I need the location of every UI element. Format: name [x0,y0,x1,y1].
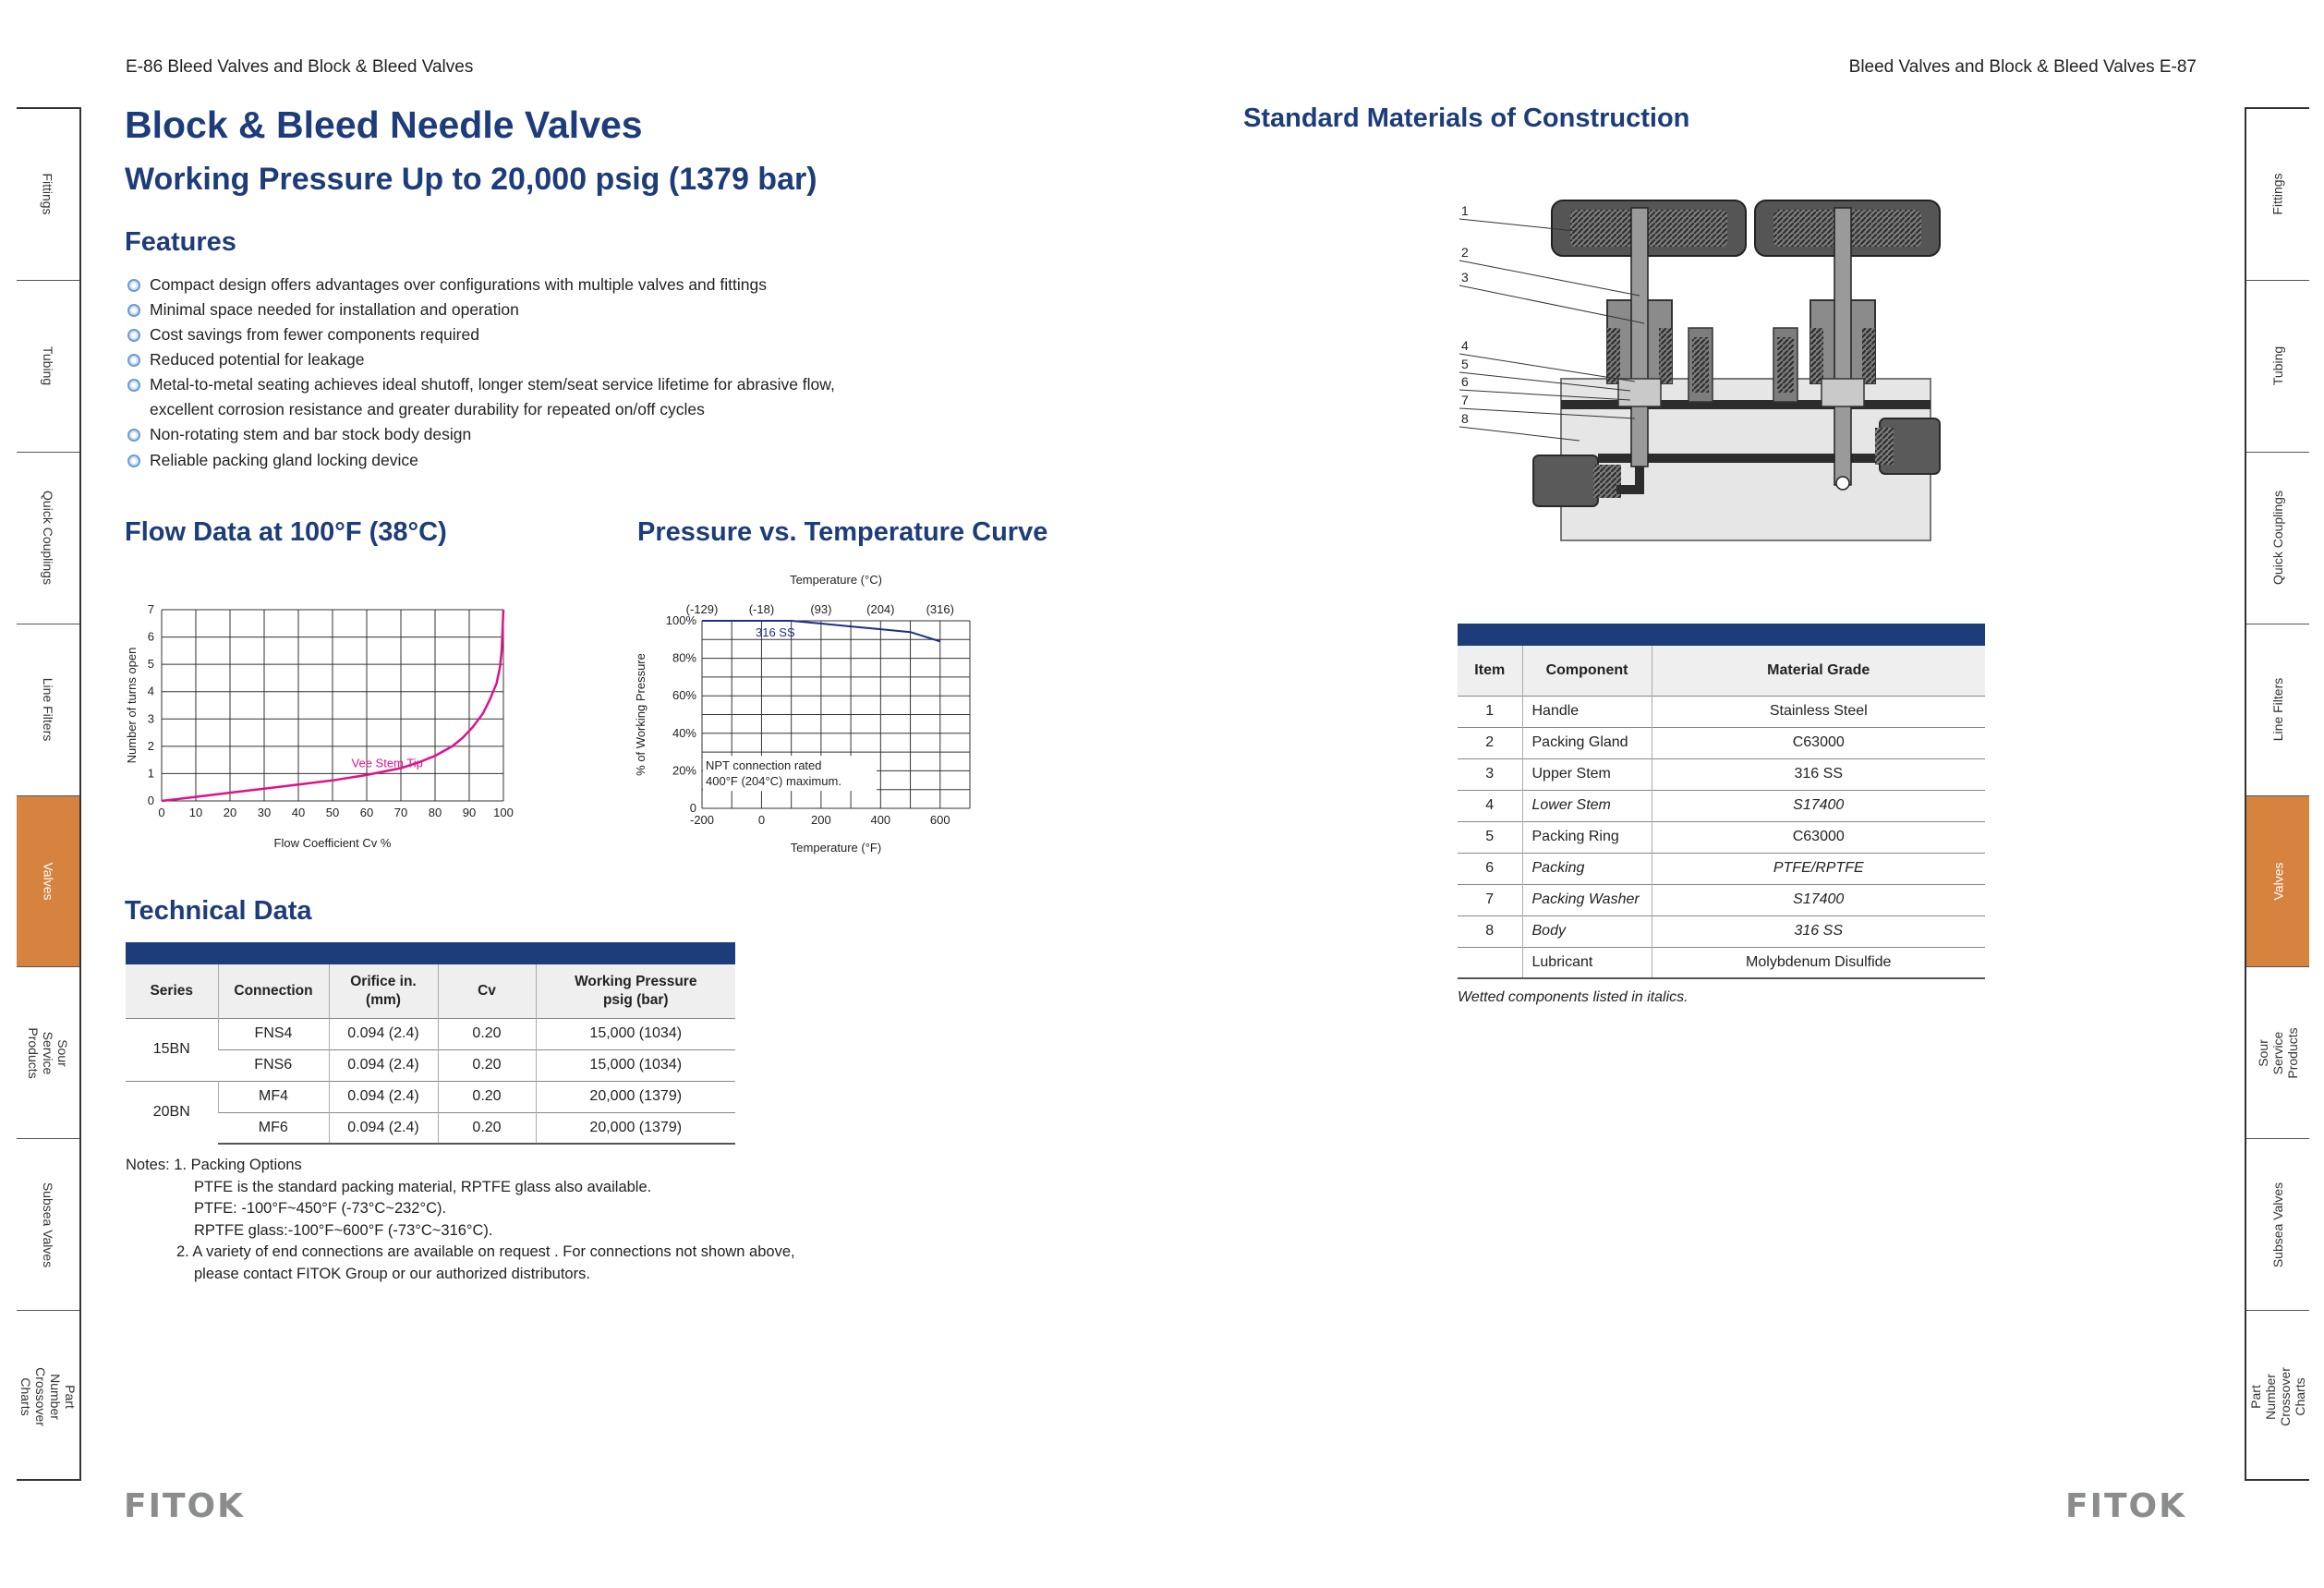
orifice-cell: 0.094 (2.4) [329,1081,438,1112]
side-tabs-right [2245,107,2309,1481]
y-tick-label: 0 [147,794,154,807]
thread [1692,337,1709,393]
tab-label: Part Number Crossover Charts [18,1367,78,1426]
pressure-temperature-chart [628,564,1016,859]
features-heading: Features [125,227,236,257]
tab-sour-service-products[interactable] [17,967,79,1139]
pt-chart-title: Pressure vs. Temperature Curve [637,517,1048,547]
orifice-cell: 0.094 (2.4) [329,1049,438,1081]
component-cell: Packing Gland [1522,727,1652,758]
y-tick-label: 80% [672,650,696,665]
item-cell: 2 [1458,727,1522,758]
y-tick-label: 60% [672,688,696,703]
col-header-material-grade: Material Grade [1652,646,1985,696]
feature-item: Compact design offers advantages over configurations with multiple valves and fittings [126,273,865,297]
flow-data-chart [120,591,536,859]
thread [1777,337,1794,393]
cv-cell: 0.20 [438,1112,536,1144]
orifice-cell: 0.094 (2.4) [329,1018,438,1049]
col-header-cv: Cv [438,964,536,1018]
y-tick-label: 1 [147,766,154,781]
table-row [1458,696,1985,727]
component-cell: Lower Stem [1522,790,1652,821]
y-tick-label: 2 [147,738,154,753]
item-cell: 6 [1458,853,1522,884]
feature-item: Minimal space needed for installation and operation [126,297,865,322]
component-cell: Packing Ring [1522,821,1652,853]
col-header-item: Item [1458,646,1522,696]
annotation-text: NPT connection rated [706,758,822,773]
y-tick-label: 6 [147,629,154,644]
item-cell: 4 [1458,790,1522,821]
thread [1862,328,1875,383]
y-tick-label: 100% [665,613,696,627]
tab-part-number-crossover-charts[interactable] [2246,1311,2309,1483]
x-tick-label: 40 [291,806,306,819]
notes [126,1155,883,1285]
y-tick-label: 40% [672,725,696,740]
component-cell: Packing Washer [1522,884,1652,915]
x-tick-label: 200 [811,813,831,827]
callout-1: 1 [1461,203,1469,218]
passage [1561,400,1931,409]
pressure-cell: 20,000 (1379) [536,1081,735,1112]
annotation-text: 400°F (204°C) maximum. [706,774,841,789]
col-header-component: Component [1522,646,1652,696]
features-list [126,273,865,473]
y-tick-label: 5 [147,657,154,672]
pressure-cell: 15,000 (1034) [536,1049,735,1081]
connection-cell: FNS4 [218,1018,329,1049]
y-tick-label: 4 [147,684,154,698]
orifice-cell: 0.094 (2.4) [329,1112,438,1144]
component-cell: Upper Stem [1522,758,1652,790]
note-line: PTFE is the standard packing material, RPTFE glass also available. [194,1178,652,1195]
tab-label: Line Filters [2270,677,2285,742]
pressure-cell: 20,000 (1379) [536,1112,735,1144]
top-axis-label: Temperature (°C) [790,573,882,587]
series-cell: 20BN [126,1081,218,1144]
grade-cell: S17400 [1652,790,1985,821]
tab-quick-couplings[interactable] [17,453,79,624]
x-tick-label: 20 [223,806,237,819]
stem-left [1631,208,1648,467]
x-tick-label: 50 [325,806,340,819]
col-header-series: Series [126,964,218,1018]
y-tick-label: 3 [147,711,154,726]
tech-table-bar [126,942,735,964]
technical-data-heading: Technical Data [125,896,312,926]
feature-item: Reliable packing gland locking device [126,448,865,473]
y-axis-label: Number of turns open [125,647,139,764]
feature-item: Metal-to-metal seating achieves ideal shutoff, longer stem/seat service lifetime for abrasive flow, excellent corrosion resistance and greater durability for repeated on/off cycles [126,372,876,422]
col-header-orifice: Orifice in. (mm) [329,964,438,1018]
side-port-left [1533,455,1598,506]
tab-label: Line Filters [41,677,55,742]
table-row [1458,821,1985,853]
valve-cross-section-diagram [1450,189,1986,550]
x-tick-label: 0 [158,806,165,819]
grade-cell: 316 SS [1652,758,1985,790]
grade-cell: C63000 [1652,821,1985,853]
callout-5: 5 [1461,357,1469,371]
feature-item: Cost savings from fewer components required [126,322,865,347]
x-tick-label: 90 [462,806,477,819]
grade-cell: C63000 [1652,727,1985,758]
materials-heading: Standard Materials of Construction [1243,103,1690,133]
tab-label: Sour Service Products [26,1027,70,1079]
y-axis-label: % of Working Pressure [634,653,648,776]
tab-fittings[interactable] [17,109,79,281]
top-tick-label: (-18) [748,602,775,616]
x-tick-label: 70 [393,806,408,819]
grade-cell: PTFE/RPTFE [1652,853,1985,884]
materials-table [1458,646,1985,979]
callout-3: 3 [1461,270,1469,285]
fitok-logo: FITOK [2065,1487,2187,1525]
fitok-logo: FITOK [124,1487,246,1525]
col-header-connection: Connection [218,964,329,1018]
connection-cell: FNS6 [218,1049,329,1081]
stem-right [1834,208,1851,485]
x-tick-label: 30 [257,806,272,819]
tab-part-number-crossover-charts[interactable] [17,1311,79,1483]
item-cell [1458,947,1522,978]
col-header-working-pressure: Working Pressure psig (bar) [536,964,735,1018]
table-row [1458,853,1985,884]
table-row [1458,915,1985,947]
component-cell: Handle [1522,696,1652,727]
tab-label: Tubing [40,346,55,386]
callout-4: 4 [1461,338,1469,353]
tab-valves[interactable] [17,796,79,968]
series-label: 316 SS [756,625,795,639]
pressure-cell: 15,000 (1034) [536,1018,735,1049]
grade-cell: S17400 [1652,884,1985,915]
materials-table-bar [1458,624,1985,646]
x-tick-label: 600 [929,813,950,827]
tab-label: Quick Couplings [41,491,55,586]
callout-8: 8 [1461,411,1469,426]
top-tick-label: (-129) [685,602,719,616]
callout-6: 6 [1461,374,1469,389]
component-cell: Packing [1522,853,1652,884]
note-line: please contact FITOK Group or our authorized distributors. [194,1265,590,1282]
grade-cell: Molybdenum Disulfide [1652,947,1985,978]
note-line: RPTFE glass:-100°F~600°F (-73°C~316°C). [194,1221,493,1239]
x-tick-label: 400 [870,813,891,827]
y-tick-label: 7 [147,602,154,616]
x-tick-label: 100 [493,806,514,819]
technical-data-table [126,964,735,1145]
series-cell: 15BN [126,1018,218,1081]
note-line: 2. A variety of end connections are available on request . For connections not shown above, [176,1243,795,1260]
cv-cell: 0.20 [438,1018,536,1049]
thread [1659,328,1672,383]
table-row [1458,758,1985,790]
tab-line-filters[interactable] [17,624,79,796]
x-axis-label: Temperature (°F) [790,841,882,855]
flow-chart-title: Flow Data at 100°F (38°C) [125,517,447,547]
tab-label: Part Number Crossover Charts [2248,1367,2307,1426]
tab-subsea-valves[interactable] [17,1139,79,1311]
connection-cell: MF4 [218,1081,329,1112]
item-cell: 1 [1458,696,1522,727]
table-row [1458,947,1985,978]
packing [1618,379,1661,406]
page-header-right: Bleed Valves and Block & Bleed Valves E-87 [1848,57,2197,77]
component-cell: Lubricant [1522,947,1652,978]
item-cell: 5 [1458,821,1522,853]
port-thread [1875,428,1894,465]
x-axis-label: Flow Coefficient Cv % [273,836,392,850]
top-tick-label: (204) [866,602,895,616]
connection-cell: MF6 [218,1112,329,1144]
tab-line-filters[interactable] [2246,624,2309,796]
tab-label: Valves [2270,862,2285,901]
tab-fittings[interactable] [2246,109,2309,281]
materials-footnote: Wetted components listed in italics. [1458,989,1689,1005]
tab-tubing[interactable] [2246,281,2309,453]
tab-label: Quick Couplings [2270,491,2285,586]
x-tick-label: 80 [428,806,442,819]
note-line: PTFE: -100°F~450°F (-73°C~232°C). [194,1200,447,1217]
stem-tip [1836,477,1849,490]
table-row [1458,884,1985,915]
tab-quick-couplings[interactable] [2246,453,2309,624]
table-row [1458,727,1985,758]
item-cell: 3 [1458,758,1522,790]
thread [1607,328,1620,383]
top-tick-label: (93) [810,602,832,616]
tab-label: Fittings [2270,173,2285,215]
x-tick-label: -200 [689,813,715,827]
table-row [126,1018,735,1049]
packing [1822,379,1864,406]
tab-tubing[interactable] [17,281,79,453]
page-subtitle: Working Pressure Up to 20,000 psig (1379 bar) [125,162,817,197]
tab-subsea-valves[interactable] [2246,1139,2309,1311]
callout-2: 2 [1461,245,1469,260]
x-tick-label: 0 [757,813,766,827]
leader-line [1459,261,1640,296]
cv-cell: 0.20 [438,1081,536,1112]
x-tick-label: 10 [188,806,203,819]
tab-label: Subsea Valves [41,1182,56,1267]
cv-cell: 0.20 [438,1049,536,1081]
tab-label: Fittings [41,173,55,215]
note-line: Notes: 1. Packing Options [126,1157,302,1173]
grade-cell: Stainless Steel [1652,696,1985,727]
y-tick-label: 0 [689,801,696,815]
feature-item: Reduced potential for leakage [126,347,865,372]
tab-label: Valves [40,862,55,901]
handle-thread [1570,210,1727,247]
top-tick-label: (316) [926,602,954,616]
side-tabs-left [17,107,81,1481]
tab-valves[interactable] [2246,796,2309,968]
callout-7: 7 [1461,393,1469,407]
grade-cell: 316 SS [1652,915,1985,947]
item-cell: 8 [1458,915,1522,947]
thread [1810,328,1823,383]
y-tick-label: 20% [672,763,696,778]
table-row [126,1081,735,1112]
page-header-left: E-86 Bleed Valves and Block & Bleed Valves [126,57,474,77]
table-row [1458,790,1985,821]
tab-label: Sour Service Products [2256,1027,2300,1079]
component-cell: Body [1522,915,1652,947]
page-title: Block & Bleed Needle Valves [125,103,643,146]
tab-label: Subsea Valves [2270,1182,2286,1267]
series-label: Vee Stem Tip [351,756,423,770]
feature-item: Non-rotating stem and bar stock body design [126,422,865,447]
tab-label: Tubing [2270,346,2285,386]
item-cell: 7 [1458,884,1522,915]
tab-sour-service-products[interactable] [2246,967,2309,1139]
x-tick-label: 60 [359,806,374,819]
